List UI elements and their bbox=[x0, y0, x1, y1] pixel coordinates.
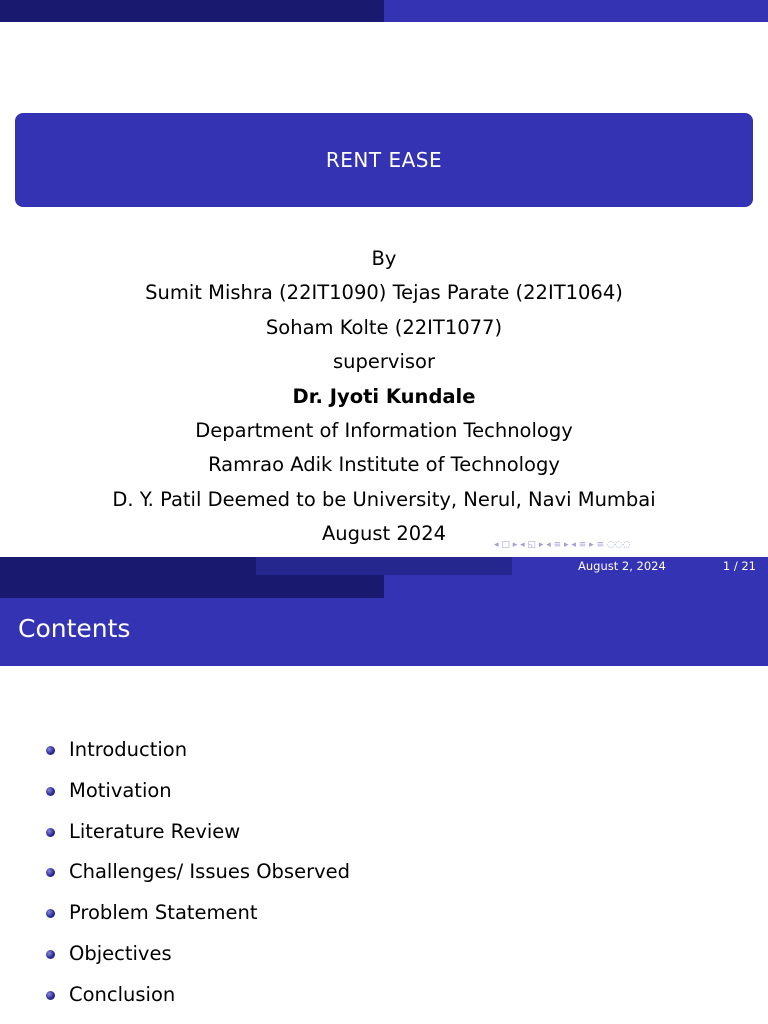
bullet-icon bbox=[46, 950, 55, 959]
footer-middle bbox=[256, 557, 512, 575]
header-bar-dark bbox=[0, 0, 384, 22]
list-item bbox=[46, 860, 350, 901]
header-bar-blue bbox=[384, 575, 768, 598]
header-bar-dark bbox=[0, 575, 384, 598]
page-number: 1 / 21 bbox=[722, 559, 756, 573]
frame-title-bar bbox=[0, 598, 768, 666]
institute: Ramrao Adik Institute of Technology bbox=[208, 453, 560, 477]
supervisor-name: Dr. Jyoti Kundale bbox=[292, 384, 476, 408]
bullet-icon bbox=[46, 868, 55, 877]
bullet-icon bbox=[46, 991, 55, 1000]
bullet-icon bbox=[46, 828, 55, 837]
by-label: By bbox=[371, 247, 397, 270]
university: D. Y. Patil Deemed to be University, Nerul, Navi Mumbai bbox=[112, 487, 656, 511]
bullet-icon bbox=[46, 746, 55, 755]
header-bar bbox=[0, 575, 768, 598]
list-item bbox=[46, 901, 350, 942]
authors-line-1: Sumit Mishra (22IT1090) Tejas Parate (22IT1064) bbox=[145, 281, 623, 305]
list-item bbox=[46, 779, 350, 820]
frame-title: Contents bbox=[18, 614, 131, 643]
beamer-navigation-icons[interactable]: ◂ □ ▸ ◂ ◱ ▸ ◂ ≡ ▸ ◂ ≡ ▸ ≡ ◌◌◌ bbox=[494, 540, 631, 550]
header-bar-blue bbox=[384, 0, 768, 22]
contents-list bbox=[46, 738, 350, 1024]
presentation-title: RENT EASE bbox=[325, 148, 443, 172]
contents-slide bbox=[0, 575, 768, 1024]
list-item-label: Objectives bbox=[69, 941, 172, 965]
list-item-label: Problem Statement bbox=[69, 901, 258, 925]
list-item-label: Motivation bbox=[69, 778, 172, 802]
footer-bar bbox=[0, 557, 768, 575]
list-item bbox=[46, 983, 350, 1024]
authors-line-2: Soham Kolte (22IT1077) bbox=[265, 315, 503, 339]
bullet-icon bbox=[46, 787, 55, 796]
supervisor-label: supervisor bbox=[333, 350, 435, 374]
list-item bbox=[46, 738, 350, 779]
header-bar bbox=[0, 0, 768, 22]
footer-left bbox=[0, 557, 256, 575]
footer-date: August 2, 2024 bbox=[578, 559, 666, 573]
footer-right bbox=[512, 557, 768, 575]
list-item bbox=[46, 942, 350, 983]
department: Department of Information Technology bbox=[195, 419, 573, 443]
list-item-label: Conclusion bbox=[69, 982, 176, 1006]
list-item-label: Challenges/ Issues Observed bbox=[69, 860, 351, 884]
presentation-date: August 2024 bbox=[321, 522, 447, 546]
list-item-label: Introduction bbox=[69, 738, 188, 761]
list-item bbox=[46, 820, 350, 861]
credits-block bbox=[0, 242, 768, 552]
bullet-icon bbox=[46, 909, 55, 918]
title-box bbox=[15, 113, 753, 207]
list-item-label: Literature Review bbox=[69, 819, 241, 843]
